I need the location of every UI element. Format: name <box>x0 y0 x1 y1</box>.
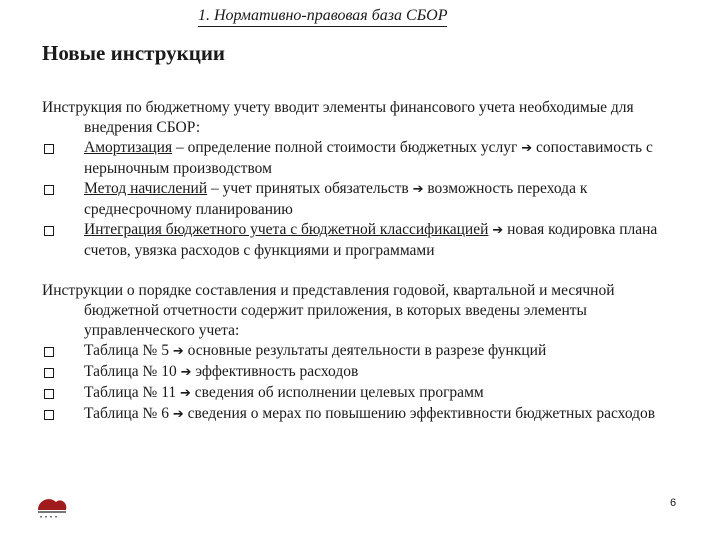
section-header: 1. Нормативно-правовая база СБОР <box>198 6 447 27</box>
list-item <box>42 179 692 220</box>
checkbox-bullet-icon <box>44 347 54 357</box>
section2-list <box>42 341 692 425</box>
checkbox-bullet-icon <box>44 368 54 378</box>
table-label: Таблица № 11 <box>84 384 181 401</box>
table-label: Таблица № 10 <box>84 363 181 380</box>
item-text: возможность перехода к среднесрочному планированию <box>84 180 588 218</box>
item-term: Амортизация <box>84 139 173 156</box>
section1-intro: Инструкция по бюджетному учету вводит элементы финансового учета необходимые для внедрения СБОР: <box>42 99 634 136</box>
item-term: Интеграция бюджетного учета с бюджетной классификацией <box>84 221 489 238</box>
arrow-right-icon: ➔ <box>412 182 424 197</box>
arrow-right-icon: ➔ <box>172 407 184 422</box>
arrow-right-icon: ➔ <box>492 223 504 238</box>
section1-list <box>42 138 692 261</box>
list-item <box>42 220 692 261</box>
page-title: Новые инструкции <box>42 41 226 65</box>
item-text: сведения о мерах по повышению эффективности бюджетных расходов <box>183 405 656 422</box>
table-label: Таблица № 6 <box>84 405 173 422</box>
item-text: новая кодировка плана счетов, увязка расходов с функциями и программами <box>84 221 658 259</box>
ministry-logo-icon <box>34 492 74 522</box>
list-item <box>42 138 692 179</box>
item-term: Метод начислений <box>84 180 208 197</box>
item-text: основные результаты деятельности в разрезе функций <box>183 342 547 359</box>
item-text: – учет принятых обязательств <box>207 180 413 197</box>
list-item <box>42 341 692 362</box>
item-text: – определение полной стоимости бюджетных услуг <box>172 139 522 156</box>
arrow-right-icon: ➔ <box>180 365 192 380</box>
arrow-right-icon: ➔ <box>172 344 184 359</box>
list-item <box>42 404 692 425</box>
checkbox-bullet-icon <box>44 185 54 195</box>
list-item <box>42 362 692 383</box>
section2-intro: Инструкции о порядке составления и представления годовой, квартальной и месячной бюджетной отчетности содержит приложения, в которых введены элементы управленческого учета: <box>42 282 615 339</box>
arrow-right-icon: ➔ <box>521 141 533 156</box>
checkbox-bullet-icon <box>44 144 54 154</box>
arrow-right-icon: ➔ <box>180 386 191 401</box>
item-text: сведения об исполнении целевых программ <box>190 384 484 401</box>
checkbox-bullet-icon <box>44 226 54 236</box>
checkbox-bullet-icon <box>44 389 54 399</box>
list-item <box>42 383 692 404</box>
checkbox-bullet-icon <box>44 410 54 420</box>
page-number: 6 <box>670 497 677 509</box>
item-text: сопоставимость с нерыночным производством <box>84 139 653 177</box>
item-text: эффективность расходов <box>191 363 359 380</box>
table-label: Таблица № 5 <box>84 342 173 359</box>
slide-content <box>42 98 692 425</box>
